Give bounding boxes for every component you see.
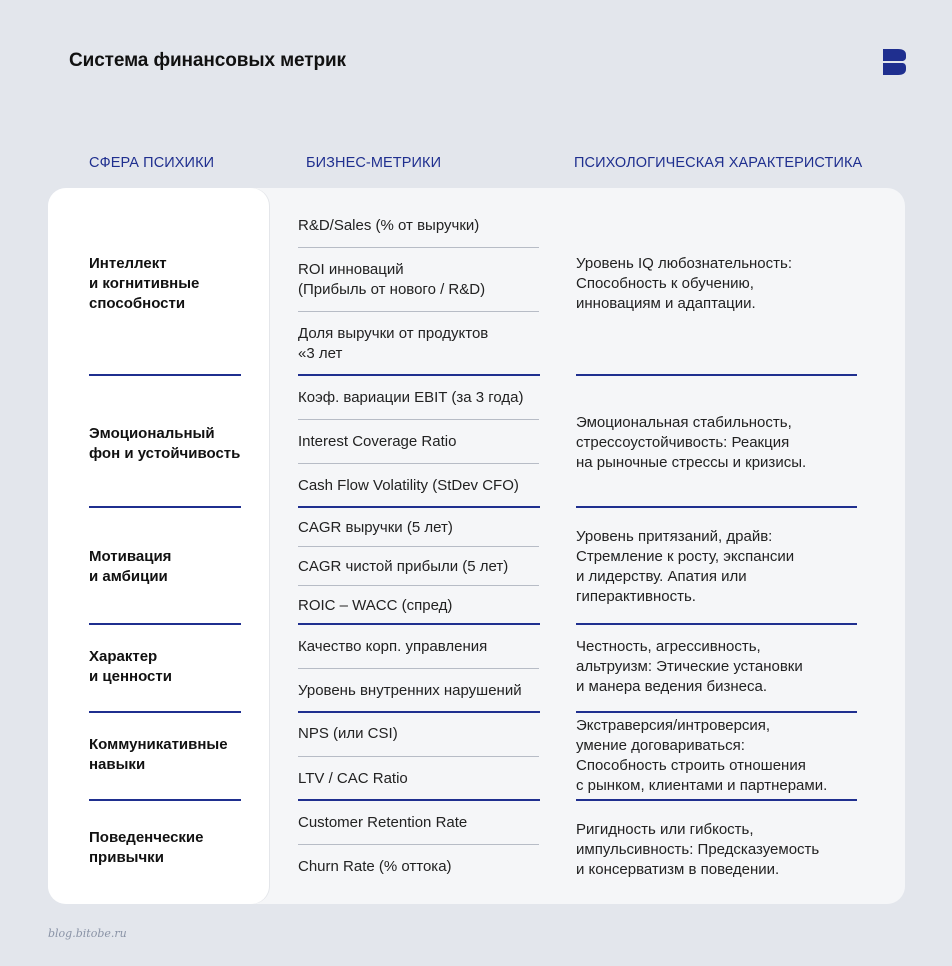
- metric-item: [298, 324, 558, 364]
- bitobe-logo-icon: [883, 49, 906, 75]
- characteristic-line: и лидерству. Апатия или: [576, 568, 747, 585]
- row-divider: [89, 799, 241, 801]
- row-divider: [298, 623, 540, 625]
- metric-line: Customer Retention Rate: [298, 814, 468, 831]
- row-divider: [576, 506, 857, 508]
- sphere-label: [89, 547, 259, 587]
- metric-line: Доля выручки от продуктов: [298, 325, 489, 342]
- characteristic-line: Стремление к росту, экспансии: [576, 548, 795, 565]
- metric-divider: [298, 585, 539, 586]
- metric-divider: [298, 463, 539, 464]
- metric-line: NPS (или CSI): [298, 725, 398, 742]
- characteristic-line: гиперактивность.: [576, 588, 696, 605]
- metric-line: ROI инноваций: [298, 261, 404, 278]
- row-divider: [576, 623, 857, 625]
- metric-line: «3 лет: [298, 345, 343, 362]
- sphere-line: Поведенческие: [89, 829, 204, 846]
- metric-item: [298, 637, 558, 657]
- metric-item: [298, 216, 558, 236]
- characteristic-line: стрессоустойчивость: Реакция: [576, 434, 790, 451]
- sphere-line: способности: [89, 295, 186, 312]
- characteristic-line: Эмоциональная стабильность,: [576, 414, 792, 431]
- sphere-line: навыки: [89, 756, 146, 773]
- page-title: Система финансовых метрик: [69, 50, 346, 71]
- metric-item: [298, 724, 558, 744]
- characteristic-line: на рыночные стрессы и кризисы.: [576, 454, 807, 471]
- metric-item: [298, 769, 558, 789]
- column-header-sphere: СФЕРА ПСИХИКИ: [89, 155, 215, 171]
- metric-line: (Прибыль от нового / R&D): [298, 281, 486, 298]
- characteristic-line: умение договариваться:: [576, 737, 745, 754]
- sphere-line: и когнитивные: [89, 275, 200, 292]
- sphere-label: [89, 735, 259, 775]
- sphere-line: фон и устойчивость: [89, 445, 241, 462]
- characteristic-line: импульсивность: Предсказуемость: [576, 841, 820, 858]
- characteristic-line: альтруизм: Этические установки: [576, 658, 803, 675]
- characteristic-line: с рынком, клиентами и партнерами.: [576, 777, 828, 794]
- characteristic-line: и консерватизм в поведении.: [576, 861, 780, 878]
- metric-divider: [298, 311, 539, 312]
- metric-divider: [298, 546, 539, 547]
- metric-item: [298, 813, 558, 833]
- characteristic-text: [576, 637, 876, 697]
- column-header-characteristic: ПСИХОЛОГИЧЕСКАЯ ХАРАКТЕРИСТИКА: [574, 155, 863, 171]
- sphere-line: Коммуникативные: [89, 736, 228, 753]
- characteristic-text: [576, 413, 876, 473]
- metric-line: CAGR чистой прибыли (5 лет): [298, 558, 509, 575]
- sphere-line: и амбиции: [89, 568, 168, 585]
- sphere-line: Характер: [89, 648, 158, 665]
- metric-item: [298, 596, 558, 616]
- metric-divider: [298, 419, 539, 420]
- column-header-metrics: БИЗНЕС-МЕТРИКИ: [306, 155, 442, 171]
- sphere-line: и ценности: [89, 668, 172, 685]
- metric-item: [298, 857, 558, 877]
- characteristic-line: Уровень IQ любознательность:: [576, 255, 792, 272]
- characteristic-line: Ригидность или гибкость,: [576, 821, 754, 838]
- row-divider: [576, 711, 857, 713]
- row-divider: [89, 711, 241, 713]
- row-divider: [298, 711, 540, 713]
- characteristic-line: Честность, агрессивность,: [576, 638, 761, 655]
- row-divider: [89, 623, 241, 625]
- row-divider: [576, 799, 857, 801]
- sphere-label: [89, 828, 259, 868]
- metric-item: [298, 476, 558, 496]
- metric-item: [298, 260, 558, 300]
- row-divider: [89, 374, 241, 376]
- sphere-label: [89, 424, 259, 464]
- characteristic-text: [576, 820, 876, 880]
- sphere-label: [89, 254, 259, 314]
- characteristic-text: [576, 527, 876, 607]
- metric-line: CAGR выручки (5 лет): [298, 519, 453, 536]
- metric-line: Cash Flow Volatility (StDev CFO): [298, 477, 519, 494]
- metric-divider: [298, 756, 539, 757]
- row-divider: [89, 506, 241, 508]
- characteristic-line: Уровень притязаний, драйв:: [576, 528, 773, 545]
- sphere-line: Мотивация: [89, 548, 172, 565]
- sphere-line: Интеллект: [89, 255, 167, 272]
- sphere-line: привычки: [89, 849, 164, 866]
- characteristic-line: и манера ведения бизнеса.: [576, 678, 768, 695]
- metric-item: [298, 388, 558, 408]
- footer-source-link[interactable]: blog.bitobe.ru: [48, 927, 127, 940]
- metric-divider: [298, 668, 539, 669]
- characteristic-text: [576, 254, 876, 314]
- characteristic-line: инновациям и адаптации.: [576, 295, 756, 312]
- metric-line: Interest Coverage Ratio: [298, 433, 457, 450]
- row-divider: [298, 374, 540, 376]
- row-divider: [298, 799, 540, 801]
- characteristic-text: [576, 716, 876, 796]
- metric-line: Качество корп. управления: [298, 638, 488, 655]
- characteristic-line: Способность к обучению,: [576, 275, 754, 292]
- metric-item: [298, 681, 558, 701]
- metric-line: ROIC – WACC (спред): [298, 597, 453, 614]
- metric-divider: [298, 844, 539, 845]
- metric-divider: [298, 247, 539, 248]
- characteristic-line: Экстраверсия/интроверсия,: [576, 717, 771, 734]
- metric-item: [298, 432, 558, 452]
- metric-item: [298, 557, 558, 577]
- metric-line: R&D/Sales (% от выручки): [298, 217, 480, 234]
- row-divider: [298, 506, 540, 508]
- metric-line: Уровень внутренних нарушений: [298, 682, 522, 699]
- sphere-label: [89, 647, 259, 687]
- metric-item: [298, 518, 558, 538]
- row-divider: [576, 374, 857, 376]
- sphere-line: Эмоциональный: [89, 425, 215, 442]
- characteristic-line: Способность строить отношения: [576, 757, 806, 774]
- metric-line: Коэф. вариации EBIT (за 3 года): [298, 389, 524, 406]
- metric-line: LTV / CAC Ratio: [298, 770, 408, 787]
- metric-line: Churn Rate (% оттока): [298, 858, 452, 875]
